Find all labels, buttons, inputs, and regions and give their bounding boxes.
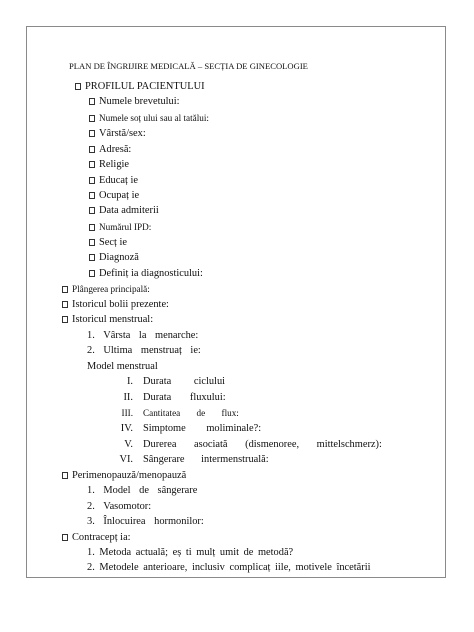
checkbox-icon	[89, 130, 95, 137]
list-item: 1. Model de sângerare	[87, 485, 198, 496]
profil-item: Numele brevetului:	[89, 97, 180, 107]
roman-item-text: Sângerare intermenstruală:	[143, 454, 269, 465]
roman-item-text: Simptome moliminale?:	[143, 423, 262, 434]
checkbox-icon	[62, 316, 68, 323]
model-menstrual-label: Model menstrual	[87, 361, 158, 372]
profil-item: Secț ie	[89, 238, 127, 248]
section-profil-heading: PROFILUL PACIENTULUI	[75, 82, 205, 92]
list-item: 1. Vârsta la menarche:	[87, 330, 199, 341]
checkbox-icon	[89, 192, 95, 199]
checkbox-icon	[62, 301, 68, 308]
list-item: 2. Metodele anterioare, inclusiv complicaț iile, motivele încetării	[87, 562, 371, 573]
profil-item: Numele soț ului sau al tatălui:	[89, 114, 209, 123]
list-item: 2. Vasomotor:	[87, 501, 152, 512]
checkbox-icon	[62, 472, 68, 479]
profil-item: Vârstă/sex:	[89, 129, 146, 139]
checkbox-icon	[89, 177, 95, 184]
profil-item: Data admiterii	[89, 206, 159, 216]
profil-item: Ocupaț ie	[89, 191, 139, 201]
roman-item-text: Cantitatea de flux:	[143, 408, 239, 418]
section-menstrual-heading: Istoricul menstrual:	[62, 315, 153, 325]
roman-numeral: II.	[123, 392, 133, 403]
roman-numeral: I.	[126, 376, 133, 387]
profil-item: Numărul IPD:	[89, 223, 151, 232]
roman-item-text: Durata fluxului:	[143, 392, 226, 403]
checkbox-icon	[89, 224, 95, 231]
checkbox-icon	[89, 98, 95, 105]
section-plangerea: Plângerea principală:	[62, 285, 150, 294]
roman-numeral: V.	[124, 439, 133, 450]
profil-item: Definiț ia diagnosticului:	[89, 269, 203, 279]
section-istoricul-bolii: Istoricul bolii prezente:	[62, 300, 169, 310]
profil-item: Adresă:	[89, 145, 131, 155]
roman-item-text: Durata ciclului	[143, 376, 226, 387]
checkbox-icon	[62, 286, 68, 293]
profil-item: Diagnoză	[89, 253, 139, 263]
roman-numeral: III.	[121, 408, 133, 418]
checkbox-icon	[89, 146, 95, 153]
document-title: PLAN DE ÎNGRIJIRE MEDICALĂ – SECȚIA DE GINECOLOGIE	[69, 61, 308, 71]
section-contraceptia-heading: Contracepț ia:	[62, 533, 131, 543]
checkbox-icon	[89, 270, 95, 277]
checkbox-icon	[89, 239, 95, 246]
document-page	[26, 26, 446, 578]
section-perimenopauza-heading: Perimenopauză/menopauză	[62, 471, 186, 481]
profil-item: Religie	[89, 160, 129, 170]
checkbox-icon	[89, 254, 95, 261]
list-item: 1. Metoda actuală; eș ti mulț umit de metodă?	[87, 547, 294, 558]
list-item: 3. Înlocuirea hormonilor:	[87, 516, 204, 527]
roman-numeral: VI.	[119, 454, 133, 465]
checkbox-icon	[89, 161, 95, 168]
roman-item-text: Durerea asociată (dismenoree, mittelschmerz):	[143, 439, 382, 450]
checkbox-icon	[62, 534, 68, 541]
checkbox-icon	[89, 207, 95, 214]
checkbox-icon	[75, 83, 81, 90]
list-item: 2. Ultima menstruaț ie:	[87, 345, 201, 356]
checkbox-icon	[89, 115, 95, 122]
profil-item: Educaț ie	[89, 176, 138, 186]
roman-numeral: IV.	[120, 423, 133, 434]
